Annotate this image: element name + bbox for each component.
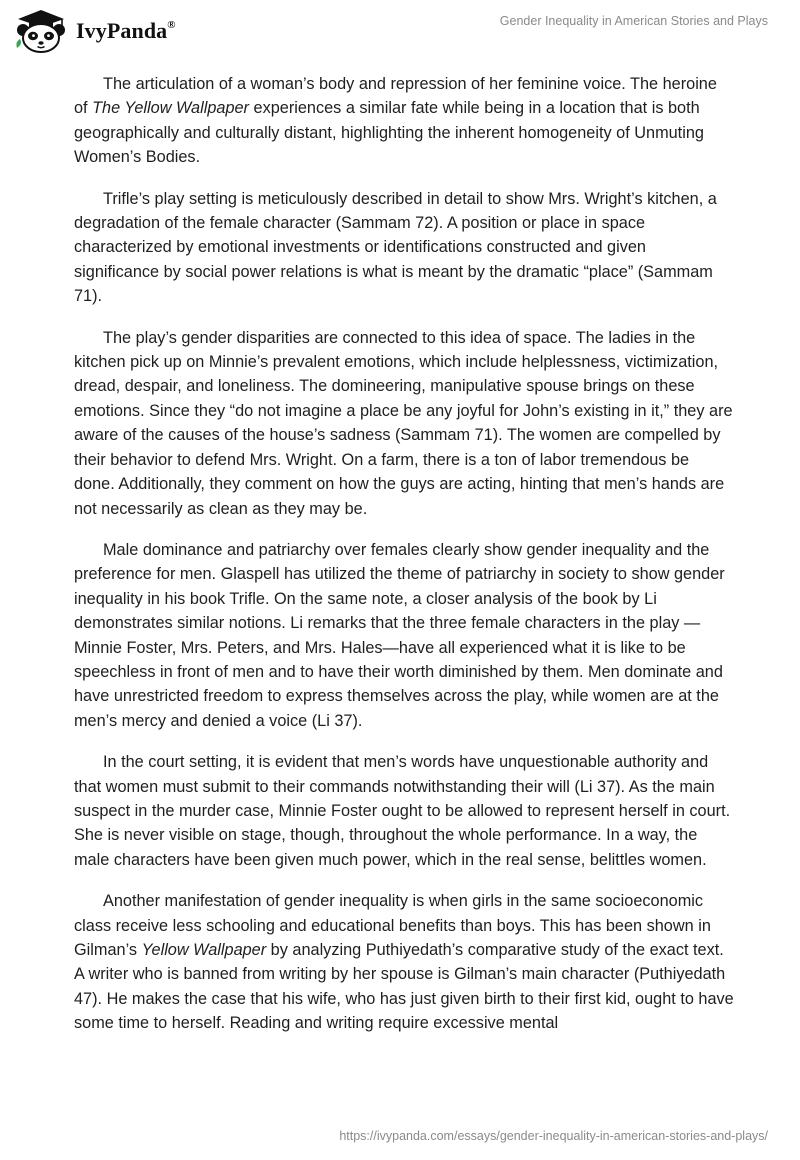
text-run: The articulation of a woman’s body and repression of her feminine voice. The heroine of [74, 75, 717, 118]
book-title: Yellow Wallpaper [141, 941, 267, 959]
paragraph [74, 750, 734, 872]
paragraph [74, 187, 734, 309]
text-run: Male dominance and patriarchy over females clearly show gender inequality and the preference for men. Glaspell has utilized the theme of patriarchy in society to show gender inequality in his book Trifle. On the same note, a closer analysis of the book by Li demonstrates similar notions. Li remarks that the three female characters in the play —Minnie Foster, Mrs. Peters, and Mrs. Hales—have all experienced what it is like to be speechless in front of men and to have their worth diminished by them. Men dominate and have unrestricted freedom to express themselves across the play, while women are at the men’s mercy and denied a voice (Li 37). [74, 540, 725, 730]
paragraph [74, 326, 734, 521]
text-run: Another manifestation of gender inequality is when girls in the same socioeconomic class receive less schooling and educational benefits than boys. This has been shown in Gilman’s [74, 892, 711, 959]
text-run: by analyzing Puthiyedath’s comparative study of the exact text. A writer who is banned from writing by her spouse is Gilman’s main character (Puthiyedath 47). He makes the case that his wife, who has just given birth to their first kid, ought to have some time to herself. Reading and writing require excessive mental [74, 941, 734, 1033]
text-run: experiences a similar fate while being in a location that is both geographically and culturally distant, highlighting the inherent homogeneity of Unmuting Women’s Bodies. [74, 99, 704, 167]
page-header [0, 0, 800, 66]
source-url[interactable]: https://ivypanda.com/essays/gender-inequality-in-american-stories-and-plays/ [339, 1129, 768, 1143]
paragraph [74, 72, 734, 170]
text-run: In the court setting, it is evident that men’s words have unquestionable authority and that women must submit to their commands notwithstanding their will (Li 37). As the main suspect in the murder case, Minnie Foster ought to be allowed to represent herself in court. She is never visible on stage, though, throughout the whole performance. In a way, the male characters have been given much power, which in the real sense, belittles women. [74, 753, 731, 869]
document-title: Gender Inequality in American Stories and Plays [499, 14, 768, 28]
paragraph [74, 538, 734, 733]
text-run: The play’s gender disparities are connected to this idea of space. The ladies in the kitchen pick up on Minnie’s prevalent emotions, which include helplessness, victimization, dread, despair, and loneliness. The domineering, manipulative spouse brings on these emotions. Since they “do not imagine a place be any joyful for John’s existing in it,” they are aware of the causes of the house’s sadness (Sammam 71). The women are compelled by their behavior to defend Mrs. Wright. On a farm, there is a ton of labor tremendous be done. Additionally, they comment on how the guys are acting, hinting that men’s hands are not necessarily as clean as they may be. [74, 328, 733, 518]
book-title: The Yellow Wallpaper [92, 99, 249, 118]
text-run: Trifle’s play setting is meticulously described in detail to show Mrs. Wright’s kitchen, a degradation of the female character (Sammam 72). A position or place in space characterized by emotional investments or identifications constructed and given significance by social power relations is what is meant by the dramatic “place” (Sammam 71). [74, 189, 717, 306]
panda-graduate-icon [14, 8, 68, 54]
ivypanda-logo[interactable] [14, 8, 176, 54]
brand-name: IvyPanda® [76, 18, 176, 43]
essay-body [74, 72, 734, 1053]
paragraph [74, 889, 734, 1035]
